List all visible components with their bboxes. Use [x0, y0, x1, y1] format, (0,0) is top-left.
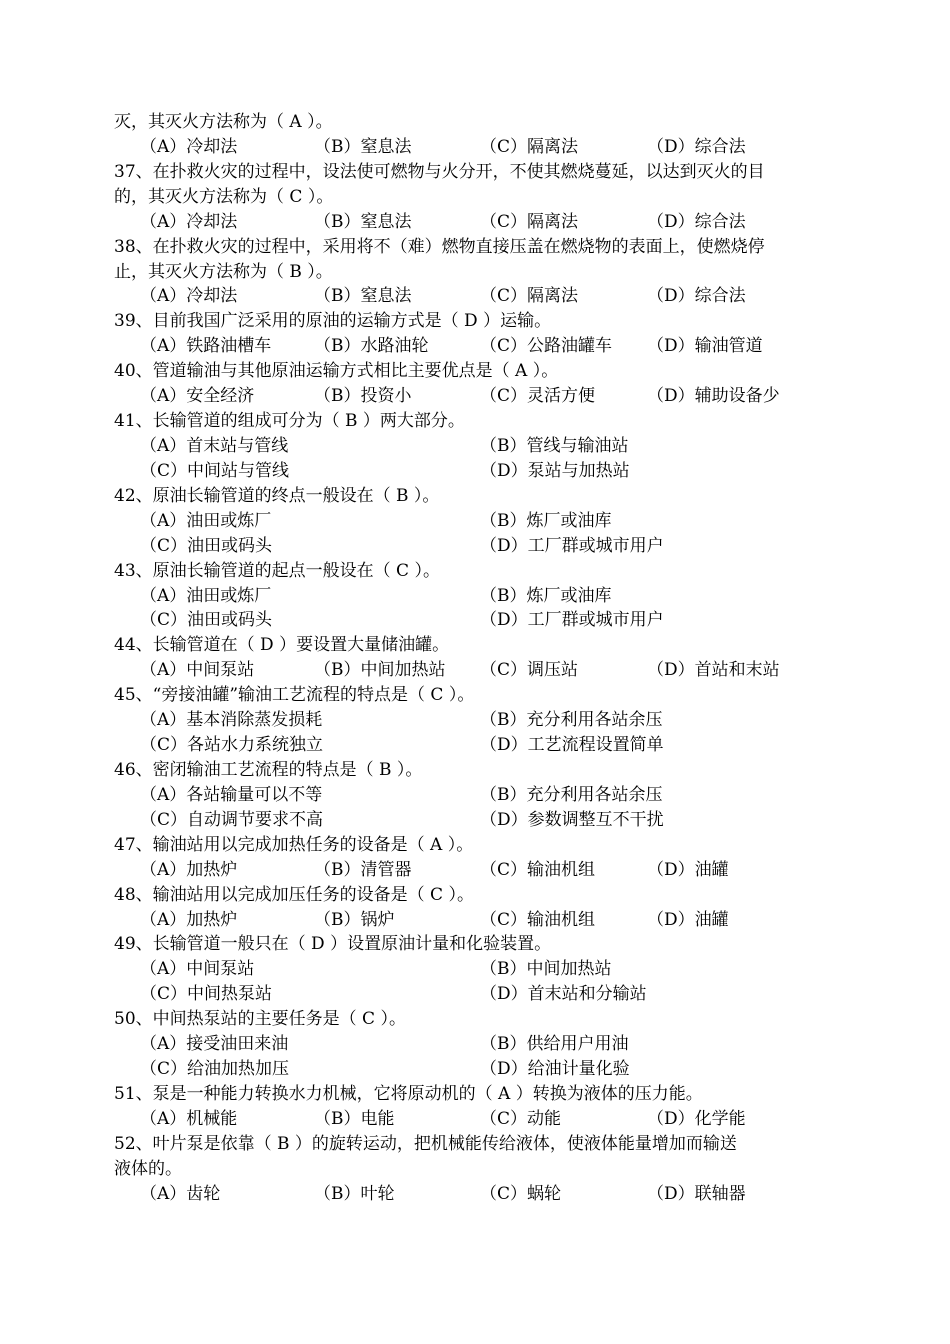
answer-option: （C）蜗轮: [480, 1183, 562, 1204]
answer-option: （A）首末站与管线: [140, 435, 289, 456]
answer-option: （B）管线与输油站: [480, 435, 629, 456]
answer-option: （B）电能: [314, 1108, 395, 1129]
answer-option: （D）首末站和分输站: [480, 984, 647, 1005]
question-text-line: 51、泵是一种能力转换水力机械，它将原动机的（ A ）转换为液体的压力能。: [114, 1083, 703, 1104]
answer-options-row: [114, 434, 844, 459]
answer-options-row: [114, 584, 844, 609]
question-text-line: 42、原油长输管道的终点一般设在（ B ）。: [114, 485, 440, 506]
answer-option: （A）接受油田来油: [140, 1034, 289, 1055]
answer-option: （A）各站输量可以不等: [140, 784, 323, 805]
question-text-line: 39、目前我国广泛采用的原油的运输方式是（ D ）运输。: [114, 311, 552, 332]
answer-option: （D）工厂群或城市用户: [480, 535, 664, 556]
answer-option: （A）基本消除蒸发损耗: [140, 710, 323, 731]
answer-option: （D）工厂群或城市用户: [480, 610, 664, 631]
answer-option: （C）输油机组: [480, 859, 596, 880]
question-text-line: 38、在扑救火灾的过程中，采用将不（难）燃物直接压盖在燃烧物的表面上，使燃烧停: [114, 236, 765, 257]
answer-option: （B）中间加热站: [314, 660, 446, 681]
answer-option: （C）油田或码头: [140, 535, 273, 556]
answer-option: （A）安全经济: [140, 386, 255, 407]
answer-option: （A）冷却法: [140, 211, 238, 232]
answer-option: （C）输油机组: [480, 909, 596, 930]
answer-option: （A）油田或炼厂: [140, 510, 272, 531]
answer-options-row: [114, 708, 844, 733]
answer-option: （D）首站和末站: [647, 660, 780, 681]
answer-options-row: [114, 534, 844, 559]
answer-option: （B）锅炉: [314, 909, 395, 930]
answer-options-row: [114, 858, 844, 883]
answer-options-row: [114, 284, 844, 309]
answer-options-row: [114, 982, 844, 1007]
question-text-line: 50、中间热泵站的主要任务是（ C ）。: [114, 1009, 406, 1030]
answer-option: （B）炼厂或油库: [480, 585, 612, 606]
answer-option: （C）灵活方便: [480, 386, 596, 407]
answer-option: （B）充分利用各站余压: [480, 710, 663, 731]
answer-option: （B）清管器: [314, 859, 412, 880]
question-text-line: 52、叶片泵是依靠（ B ）的旋转运动，把机械能传给液体，使液体能量增加而输送: [114, 1133, 737, 1154]
answer-options-row: [114, 459, 844, 484]
answer-options-row: [114, 808, 844, 833]
question-text-line: 46、密闭输油工艺流程的特点是（ B ）。: [114, 759, 423, 780]
answer-option: （C）调压站: [480, 660, 579, 681]
question-text-line: 45、“旁接油罐”输油工艺流程的特点是（ C ）。: [114, 685, 475, 706]
question-text-line: 43、原油长输管道的起点一般设在（ C ）。: [114, 560, 440, 581]
answer-option: （D）综合法: [647, 286, 746, 307]
answer-option: （D）泵站与加热站: [480, 460, 630, 481]
answer-option: （C）油田或码头: [140, 610, 273, 631]
answer-option: （C）隔离法: [480, 211, 579, 232]
question-text-line: 47、输油站用以完成加热任务的设备是（ A ）。: [114, 834, 474, 855]
answer-options-row: [114, 1032, 844, 1057]
answer-option: （D）综合法: [647, 136, 746, 157]
answer-options-row: [114, 1107, 844, 1132]
question-text-line: 止，其灭火方法称为（ B ）。: [114, 261, 333, 282]
answer-options-row: [114, 1182, 844, 1207]
answer-option: （C）中间热泵站: [140, 984, 273, 1005]
answer-option: （B）投资小: [314, 386, 412, 407]
answer-option: （C）中间站与管线: [140, 460, 290, 481]
question-text-line: 44、长输管道在（ D ）要设置大量储油罐。: [114, 635, 450, 656]
answer-option: （A）加热炉: [140, 909, 238, 930]
answer-options-row: [114, 908, 844, 933]
answer-option: （B）窒息法: [314, 286, 412, 307]
answer-option: （A）冷却法: [140, 286, 238, 307]
answer-option: （D）油罐: [647, 859, 729, 880]
answer-option: （D）输油管道: [647, 336, 763, 357]
answer-option: （D）辅助设备少: [647, 386, 780, 407]
answer-option: （D）油罐: [647, 909, 729, 930]
answer-option: （C）动能: [480, 1108, 562, 1129]
question-text-line: 49、长输管道一般只在（ D ）设置原油计量和化验装置。: [114, 934, 552, 955]
answer-options-row: [114, 334, 844, 359]
answer-option: （B）窒息法: [314, 136, 412, 157]
answer-option: （D）工艺流程设置简单: [480, 735, 664, 756]
answer-option: （A）中间泵站: [140, 959, 255, 980]
answer-option: （C）自动调节要求不高: [140, 809, 324, 830]
answer-option: （D）综合法: [647, 211, 746, 232]
question-text-line: 的，其灭火方法称为（ C ）。: [114, 186, 334, 207]
question-text-line: 灭，其灭火方法称为（ A ）。: [114, 112, 333, 132]
question-text-line: 41、长输管道的组成可分为（ B ）两大部分。: [114, 411, 465, 432]
answer-options-row: [114, 210, 844, 235]
answer-options-row: [114, 957, 844, 982]
answer-option: （B）充分利用各站余压: [480, 784, 663, 805]
question-text-line: 40、管道输油与其他原油运输方式相比主要优点是（ A ）。: [114, 361, 559, 382]
answer-option: （D）参数调整互不干扰: [480, 809, 664, 830]
answer-option: （C）隔离法: [480, 136, 579, 157]
answer-options-row: [114, 1057, 844, 1082]
answer-option: （C）给油加热加压: [140, 1059, 290, 1080]
answer-option: （C）公路油罐车: [480, 336, 613, 357]
question-text-line: 48、输油站用以完成加压任务的设备是（ C ）。: [114, 884, 474, 905]
answer-option: （A）中间泵站: [140, 660, 255, 681]
answer-option: （C）各站水力系统独立: [140, 735, 324, 756]
answer-option: （B）叶轮: [314, 1183, 395, 1204]
answer-option: （A）机械能: [140, 1108, 238, 1129]
answer-option: （D）化学能: [647, 1108, 746, 1129]
answer-options-row: [114, 783, 844, 808]
answer-options-row: [114, 733, 844, 758]
answer-option: （B）中间加热站: [480, 959, 612, 980]
question-text-line: 液体的。: [114, 1158, 182, 1179]
answer-options-row: [114, 608, 844, 633]
answer-option: （A）油田或炼厂: [140, 585, 272, 606]
answer-options-row: [114, 509, 844, 534]
answer-option: （A）加热炉: [140, 859, 238, 880]
answer-options-row: [114, 658, 844, 683]
answer-option: （A）铁路油槽车: [140, 336, 272, 357]
answer-options-row: [114, 384, 844, 409]
answer-option: （B）窒息法: [314, 211, 412, 232]
document-body: [114, 110, 844, 1207]
answer-option: （B）供给用户用油: [480, 1034, 629, 1055]
answer-options-row: [114, 135, 844, 160]
answer-option: （A）冷却法: [140, 136, 238, 157]
answer-option: （C）隔离法: [480, 286, 579, 307]
answer-option: （A）齿轮: [140, 1183, 221, 1204]
answer-option: （B）水路油轮: [314, 336, 429, 357]
question-text-line: 37、在扑救火灾的过程中，设法使可燃物与火分开，不使其燃烧蔓延，以达到灭火的目: [114, 161, 765, 182]
answer-option: （D）给油计量化验: [480, 1059, 630, 1080]
answer-option: （B）炼厂或油库: [480, 510, 612, 531]
answer-option: （D）联轴器: [647, 1183, 746, 1204]
